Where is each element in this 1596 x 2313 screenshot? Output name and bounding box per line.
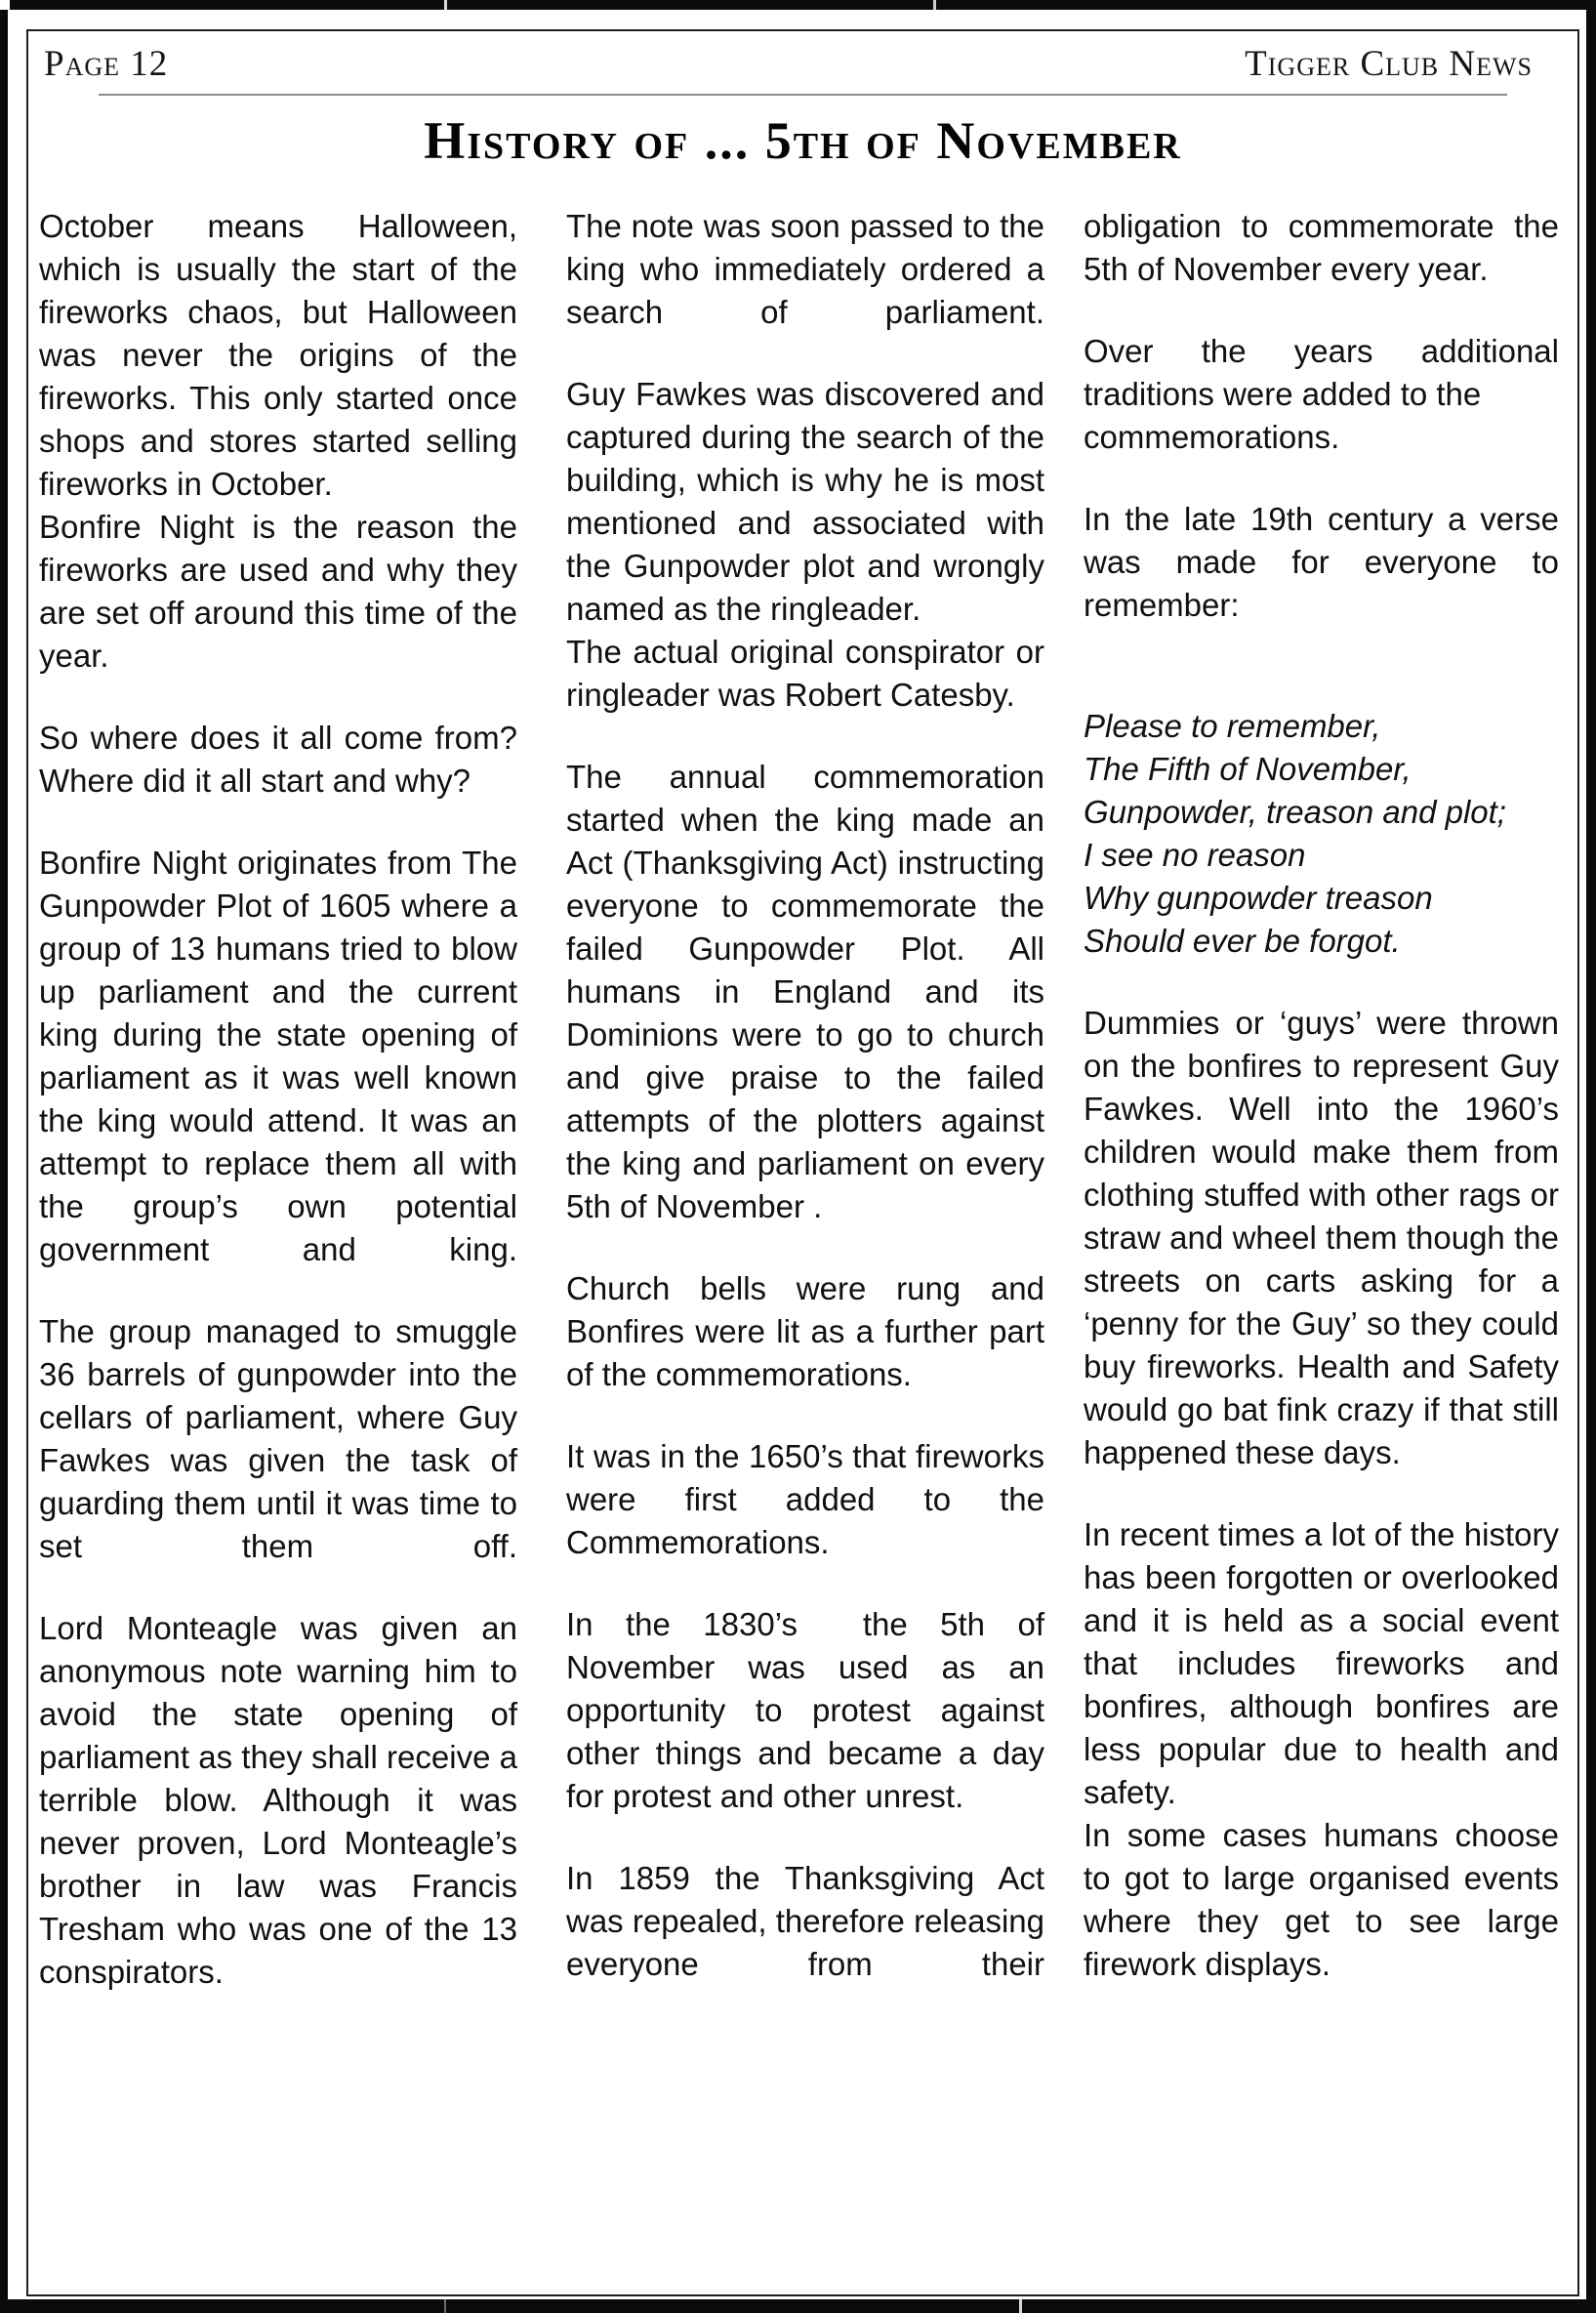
paragraph-gap [39,1271,517,1310]
paragraph: It was in the 1650’s that fireworks were first added to the Commemorations. [566,1438,1044,1560]
verse-line: The Fifth of November, [1084,751,1412,787]
paragraph: In some cases humans choose to got to large organised events where they get to see large firework displays. [1084,1817,1559,1982]
text-column-3 [1084,205,1559,1994]
header-divider [99,94,1507,96]
paragraph-gap [1084,963,1559,1002]
paragraph: Bonfire Night originates from The Gunpowder Plot of 1605 where a group of 13 humans tried to blow up parliament and the current king during the state opening of parliament as it was well known the king would attend. It was an attempt to replace them all with the group’s own potential government and king. [39,845,517,1267]
verse-line: Please to remember, [1084,708,1381,744]
scan-border-right [1586,0,1596,2313]
paragraph: In 1859 the Thanksgiving Act was repealed, therefore releasing everyone from their [566,1860,1044,1982]
paragraph: In the 1830’s the 5th of November was used as an opportunity to protest against other things and became a day for protest and other unrest. [566,1606,1044,1814]
masthead-label: Tigger Club News [1245,44,1533,84]
paragraph-gap [566,1818,1044,1857]
paragraph: The note was soon passed to the king who immediately ordered a search of parliament. [566,208,1044,330]
scan-border-left [0,10,8,2313]
paragraph: In recent times a lot of the history has been forgotten or overlooked and it is held as a social event that includes fireworks and bonfires, although bonfires are less popular due to health and safety. [1084,1516,1559,1810]
paragraph: In the late 19th century a verse was made for everyone to remember: [1084,501,1559,623]
paragraph-gap [1084,627,1559,666]
paragraph: Bonfire Night is the reason the fireworks are used and why they are set off around this time of the year. [39,509,517,674]
paragraph: Guy Fawkes was discovered and captured during the search of the building, which is why he is most mentioned and associated with the Gunpowder plot and wrongly named as the ringleader. [566,376,1044,627]
verse-line: I see no reason [1084,837,1306,873]
paragraph-gap [566,1564,1044,1603]
verse-line: Should ever be forgot. [1084,923,1401,959]
paragraph-gap [566,334,1044,373]
paragraph: traditions were added to the commemorations. [1084,376,1482,455]
page-number-label: Page 12 [44,44,169,84]
paragraph: So where does it all come from? Where did it all start and why? [39,720,517,799]
scan-border-bottom [0,2299,1596,2313]
paragraph-gap [39,1568,517,1607]
scan-artifact-line [1019,2299,1022,2313]
paragraph: Over the years additional [1084,333,1559,369]
article-title: History of ... 5th of November [424,111,1182,170]
paragraph: Church bells were rung and Bonfires were lit as a further part of the commemorations. [566,1270,1044,1392]
page [26,29,1579,2296]
paragraph-gap [1084,1474,1559,1513]
paragraph: Dummies or ‘guys’ were thrown on the bonfires to represent Guy Fawkes. Well into the 1960’s children would make them from clothing stuffed with other rags or straw and wheel them though the streets on carts asking for a ‘penny for the Guy’ so they could buy fireworks. Health and Safety would go bat fink crazy if that still happened these days. [1084,1005,1559,1470]
scan-artifact-line [933,0,936,10]
article-columns [39,205,1577,1994]
verse-line: Gunpowder, treason and plot; [1084,794,1506,830]
paragraph-gap [1084,666,1559,705]
paragraph-gap [39,803,517,842]
paragraph-gap [566,717,1044,756]
paragraph-gap [566,1396,1044,1435]
scan-border-top [10,0,1596,10]
paragraph-gap [1084,291,1559,330]
text-column-1 [39,205,517,1994]
paragraph: The group managed to smuggle 36 barrels of gunpowder into the cellars of parliament, where Guy Fawkes was given the task of guarding them until it was time to set them off. [39,1313,517,1564]
paragraph: The actual original conspirator or ringleader was Robert Catesby. [566,634,1044,713]
paragraph-gap [39,678,517,717]
paragraph: The annual commemoration started when the king made an Act (Thanksgiving Act) instructing everyone to commemorate the failed Gunpowder Plot. All humans in England and its Dominions were to go to church and give praise to the failed attempts of the plotters against the king and parliament on every 5th of November . [566,759,1044,1224]
verse [1084,705,1559,963]
paragraph: Lord Monteagle was given an anonymous note warning him to avoid the state opening of parliament as they shall receive a terrible blow. Although it was never proven, Lord Monteagle’s brother in law was Francis Tresham who was one of the 13 conspirators. [39,1610,517,1990]
paragraph-gap [566,1228,1044,1267]
page-header [28,31,1577,86]
paragraph-gap [1084,459,1559,498]
scan-artifact-line [444,0,447,10]
scan-artifact-line [444,2299,446,2313]
paragraph: October means Halloween, which is usually the start of the fireworks chaos, but Halloween was never the origins of the fireworks. This only started once shops and stores started selling fireworks in October. [39,208,517,502]
verse-line: Why gunpowder treason [1084,880,1433,916]
paragraph: obligation to commemorate the 5th of November every year. [1084,208,1559,287]
text-column-2 [566,205,1044,1994]
